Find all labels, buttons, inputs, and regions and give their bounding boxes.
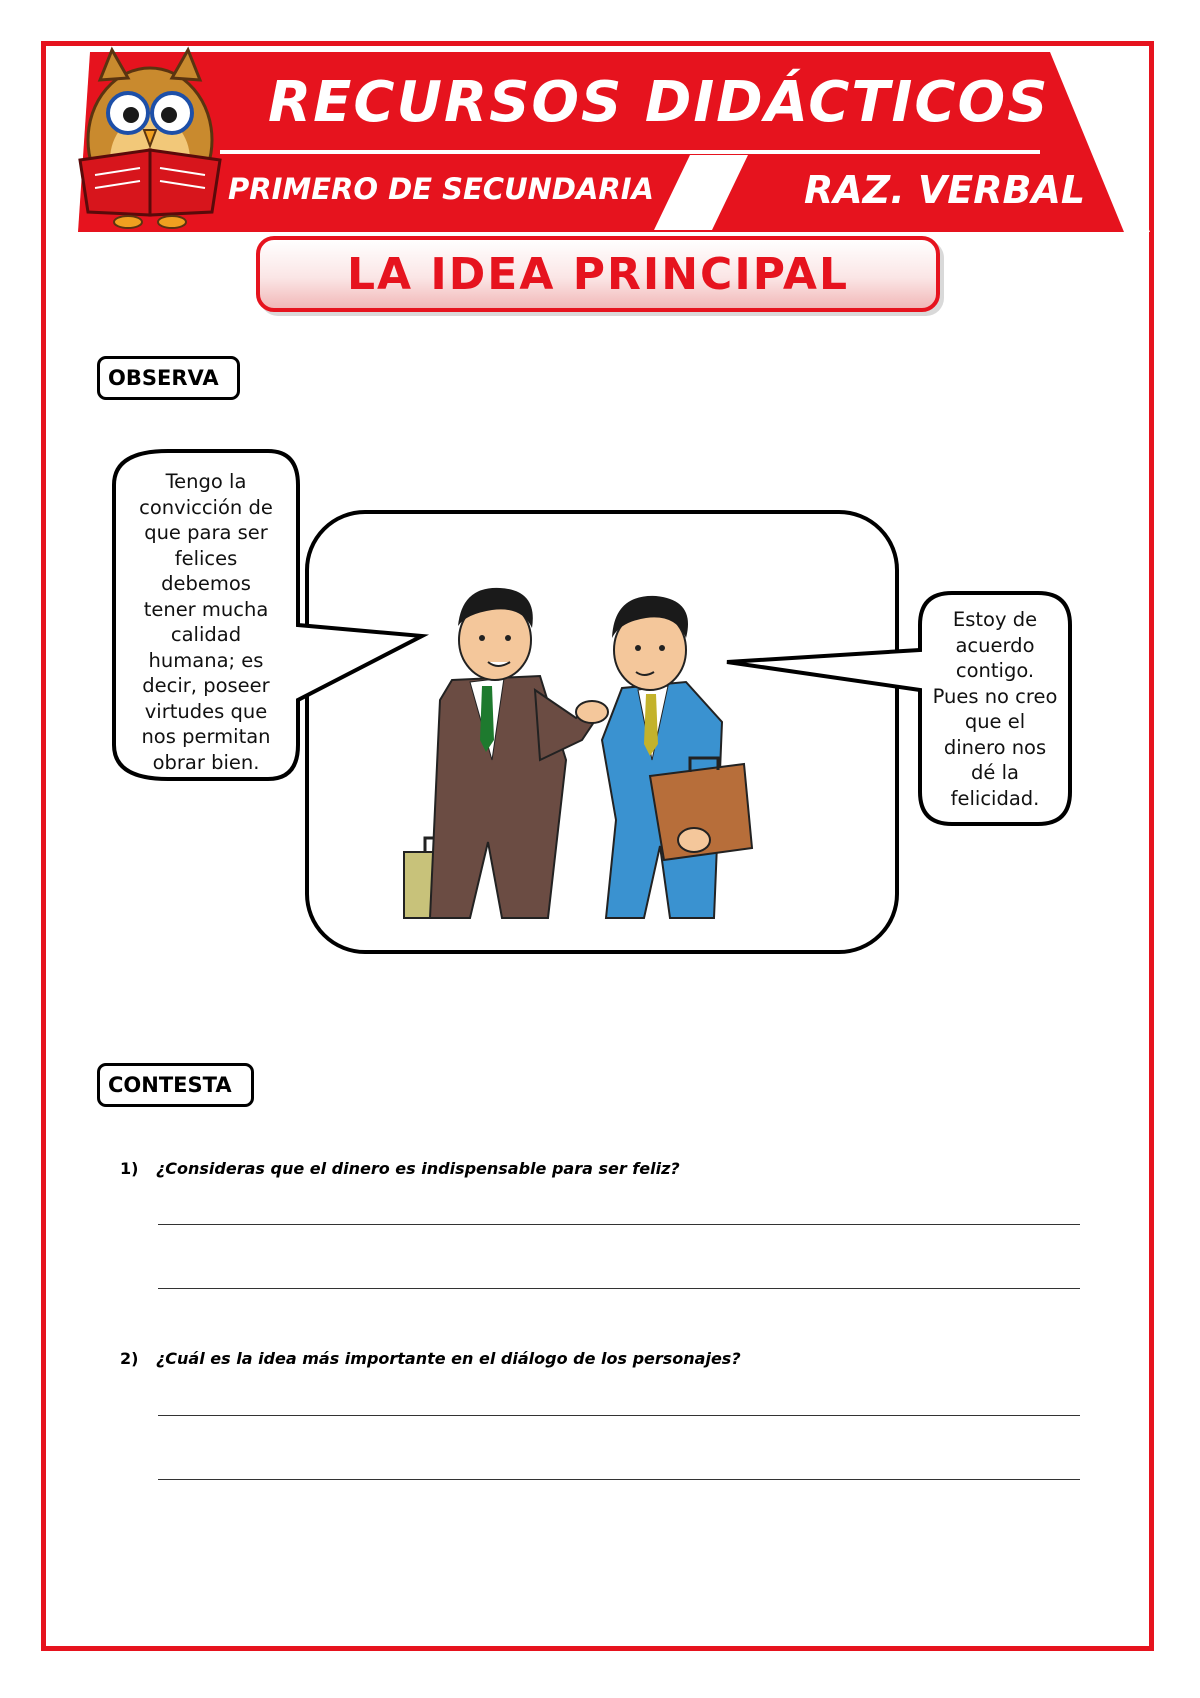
brand-title: RECURSOS DIDÁCTICOS (268, 70, 1050, 135)
observe-label: OBSERVA (108, 366, 219, 390)
answer-label-box (97, 1063, 254, 1107)
left-bubble-text: Tengo la convicción de que para ser felices debemos tener mucha calidad humana; es decir, poseer virtudes que nos permitan obrar bien. (139, 470, 273, 774)
question-2 (120, 1349, 741, 1368)
answer-label: CONTESTA (108, 1073, 232, 1097)
question-2-number: 2) (120, 1349, 139, 1368)
question-2-text: ¿Cuál es la idea más importante en el diálogo de los personajes? (156, 1349, 741, 1368)
subject-label: RAZ. VERBAL (804, 168, 1086, 212)
page-title: LA IDEA PRINCIPAL (346, 248, 849, 300)
answer-line-1a[interactable] (158, 1224, 1080, 1225)
answer-line-2a[interactable] (158, 1415, 1080, 1416)
right-bubble-text: Estoy de acuerdo contigo. Pues no creo que el dinero nos dé la felicidad. (932, 608, 1058, 810)
question-1-number: 1) (120, 1159, 139, 1178)
grade-label: PRIMERO DE SECUNDARIA (228, 172, 654, 206)
illustration-frame (307, 512, 897, 952)
answer-line-1b[interactable] (158, 1288, 1080, 1289)
question-1-text: ¿Consideras que el dinero es indispensable para ser feliz? (156, 1159, 680, 1178)
answer-line-2b[interactable] (158, 1479, 1080, 1480)
question-1 (120, 1159, 680, 1178)
